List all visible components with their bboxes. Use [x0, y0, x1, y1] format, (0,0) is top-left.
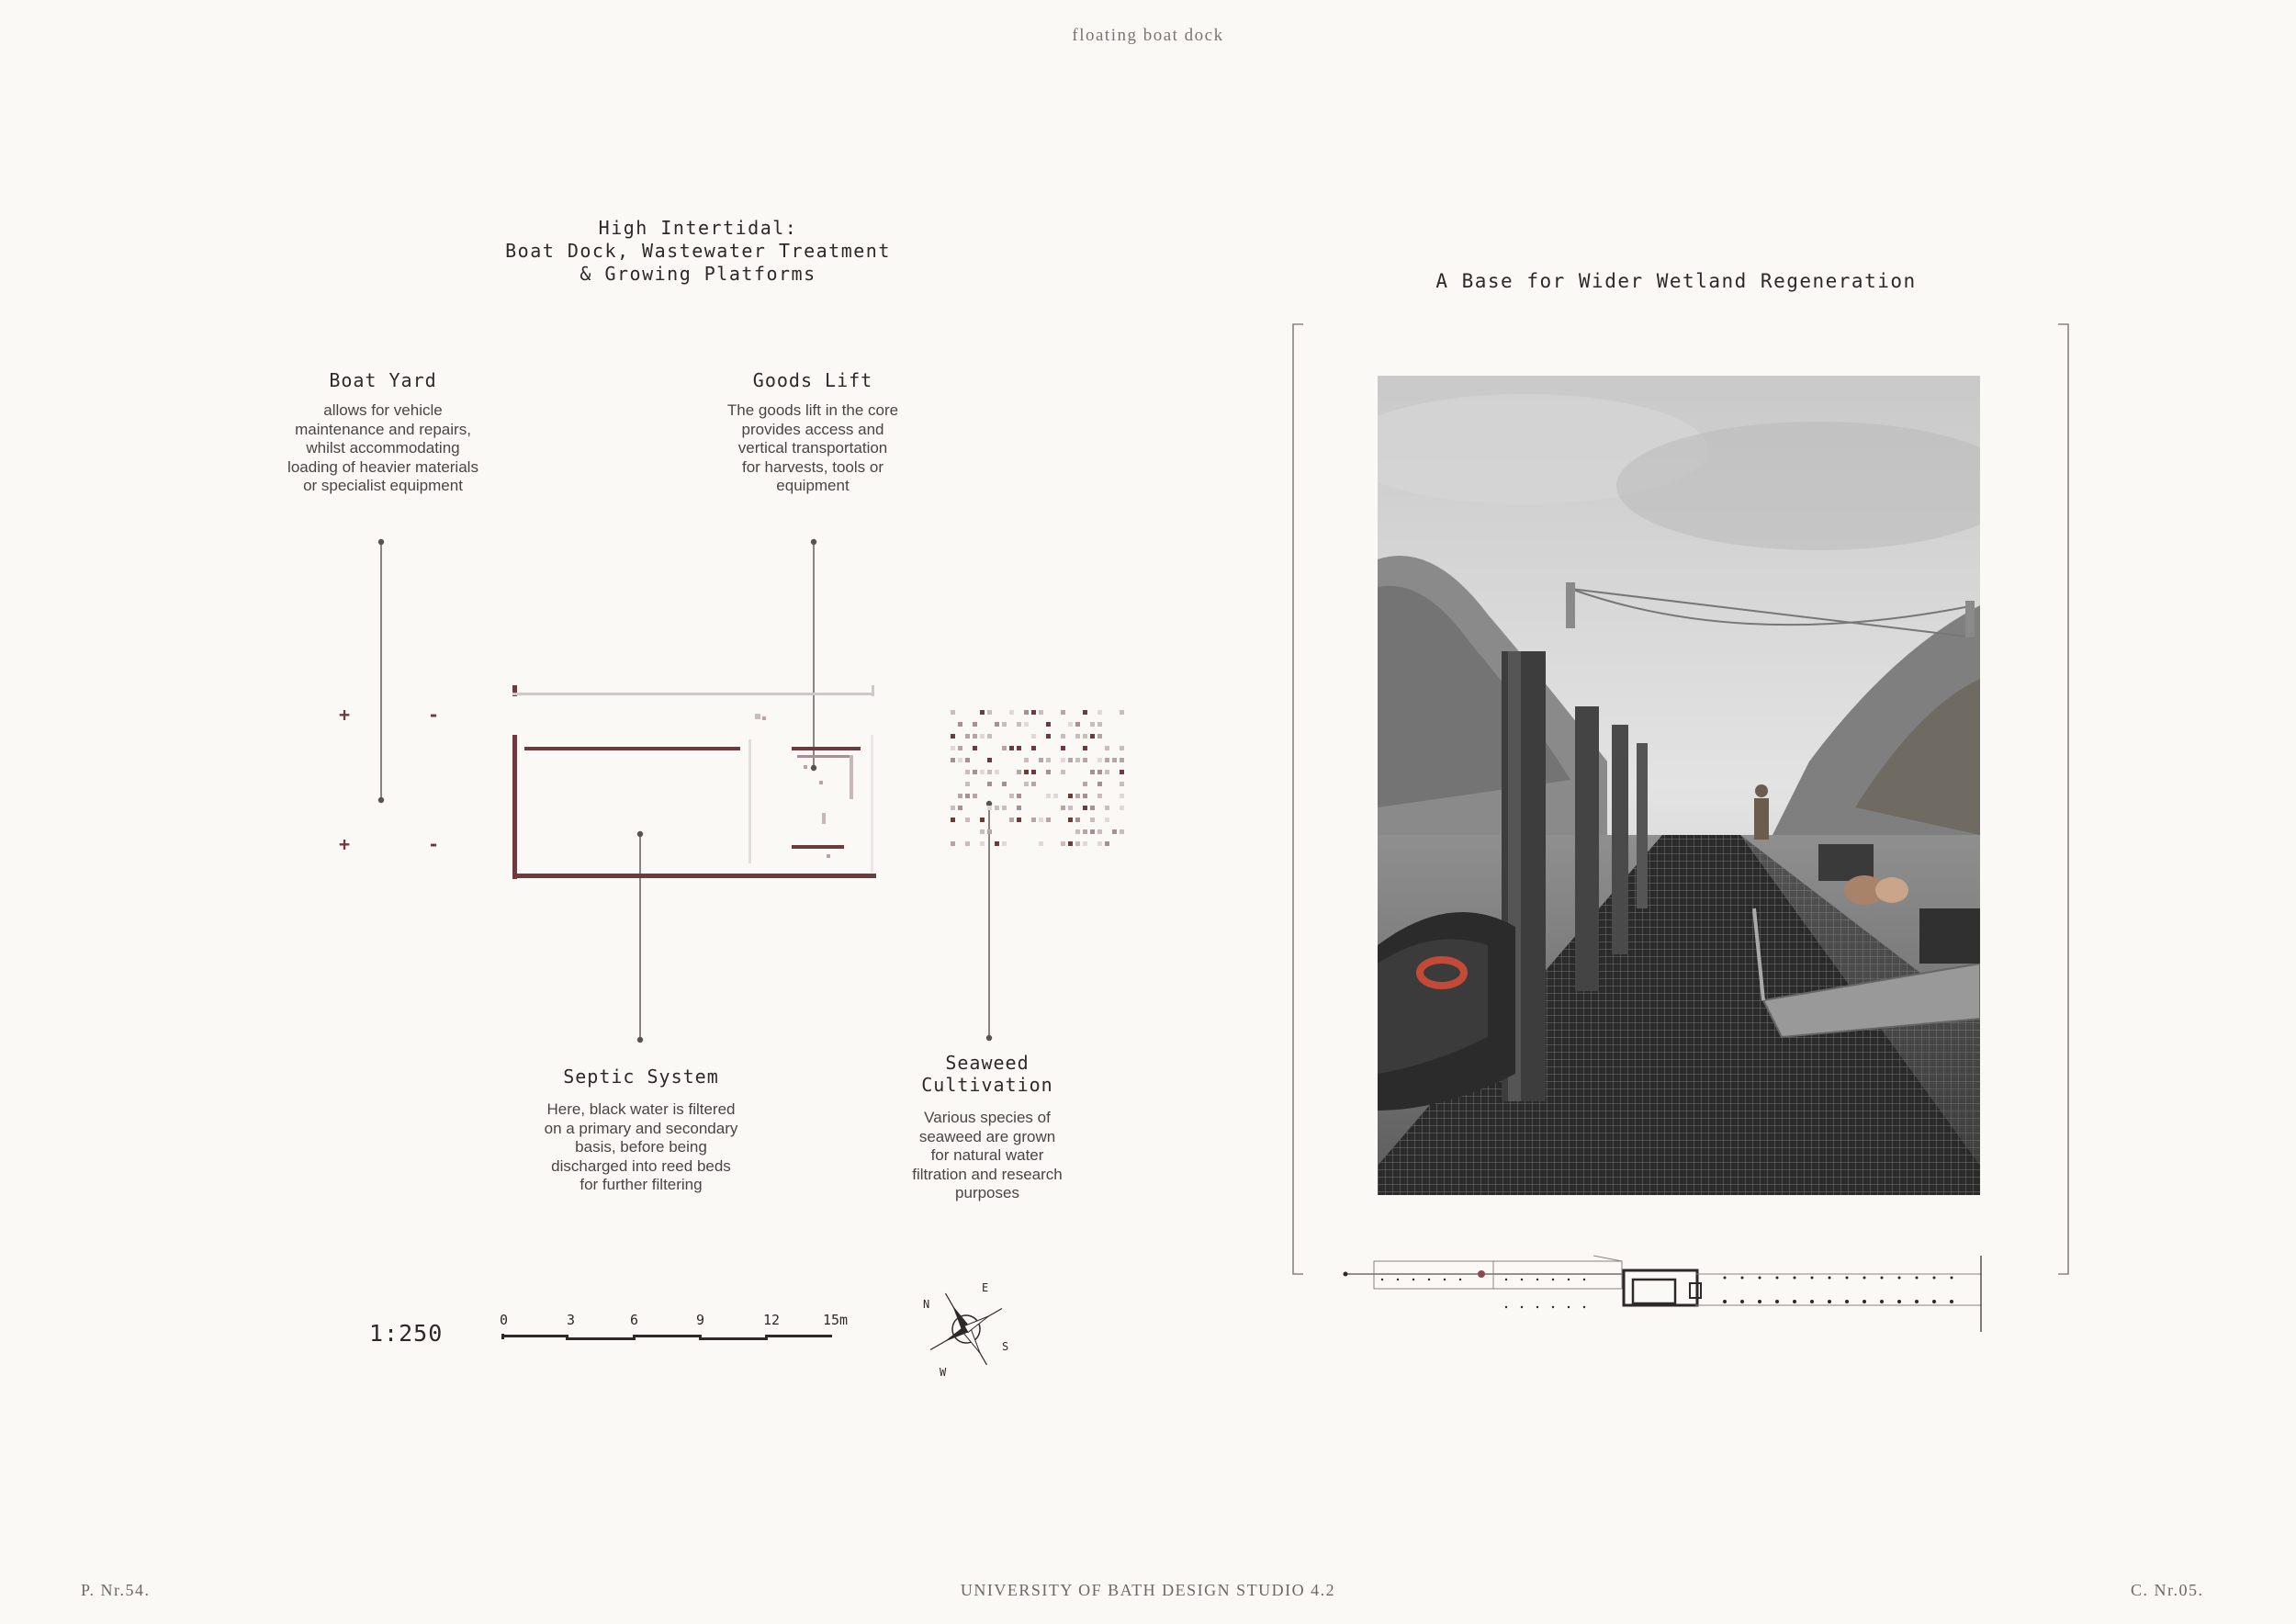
- plus-marker: +: [339, 833, 351, 855]
- strip-location-marker: [1478, 1270, 1485, 1278]
- strip-dot: [1536, 1279, 1538, 1280]
- strip-dot: [1444, 1279, 1446, 1280]
- seaweed-title-line: Cultivation: [921, 1074, 1053, 1096]
- strip-dot: [1880, 1300, 1884, 1303]
- seaweed-grid-cell: [1061, 746, 1065, 750]
- seaweed-grid-cell: [1083, 746, 1087, 750]
- leader-dot: [987, 802, 992, 806]
- septic-desc-line: basis, before being: [575, 1138, 707, 1156]
- seaweed-grid-cell: [1039, 710, 1043, 715]
- boat-yard-desc-line: or specialist equipment: [303, 477, 463, 494]
- strip-dot: [1898, 1277, 1901, 1280]
- seaweed-grid-cell: [980, 770, 985, 774]
- seaweed-grid-cell: [1017, 722, 1021, 727]
- seaweed-grid-cell: [1075, 841, 1080, 846]
- seaweed-grid-cell: [1075, 734, 1080, 739]
- septic-desc-line: discharged into reed beds: [551, 1156, 731, 1175]
- seaweed-grid-cell: [1068, 818, 1073, 822]
- strip-dot: [1740, 1300, 1744, 1303]
- seaweed-grid-cell: [1024, 782, 1029, 786]
- strip-dot: [1758, 1300, 1761, 1303]
- seaweed-grid-cell: [987, 770, 992, 774]
- seaweed-grid-cell: [980, 818, 985, 822]
- seaweed-grid-cell: [1097, 722, 1102, 727]
- strip-dot: [1459, 1279, 1461, 1280]
- seaweed-grid-cell: [1120, 829, 1124, 834]
- scale-tick-label: 12: [763, 1312, 781, 1328]
- leader-dot: [812, 540, 816, 545]
- goods-lift-desc-line: vertical transportation: [737, 439, 888, 457]
- seaweed-grid-cell: [1017, 806, 1021, 810]
- seaweed-grid-cell: [1039, 841, 1043, 846]
- seaweed-grid-cell: [995, 806, 999, 810]
- plan-boat-yard-outline: [512, 685, 874, 696]
- strip-dot: [1863, 1277, 1866, 1280]
- boat-yard-desc-line: loading of heavier materials: [287, 457, 478, 476]
- seaweed-grid-cell: [1120, 770, 1124, 774]
- strip-dot: [1583, 1279, 1585, 1280]
- seaweed-grid-cell: [1097, 829, 1102, 834]
- seaweed-grid-cell: [1090, 829, 1095, 834]
- strip-dot: [1552, 1279, 1554, 1280]
- seaweed-grid-cell: [1097, 782, 1102, 786]
- strip-dot: [1381, 1279, 1383, 1280]
- strip-dot: [1775, 1300, 1779, 1303]
- leader-dot: [987, 1036, 992, 1041]
- scale-tick-label: 3: [567, 1312, 576, 1328]
- seaweed-grid-cell: [1068, 758, 1073, 762]
- goods-lift-desc-line: for harvests, tools or: [741, 457, 884, 476]
- seaweed-grid-cell: [958, 722, 962, 727]
- strip-dot: [1829, 1277, 1831, 1280]
- section-heading-line3: & Growing Platforms: [580, 263, 816, 285]
- goods-lift-desc-line: provides access and: [741, 420, 884, 438]
- seaweed-grid-cell: [1075, 758, 1080, 762]
- strip-dot: [1811, 1277, 1814, 1280]
- leader-dot: [812, 766, 816, 771]
- seaweed-grid-cell: [951, 818, 955, 822]
- boat-yard-title: Boat Yard: [329, 369, 437, 391]
- seaweed-grid-cell: [1009, 818, 1014, 822]
- seaweed-grid-cell: [1068, 806, 1073, 810]
- seaweed-grid-cell: [965, 770, 970, 774]
- site-strip-plan: [1341, 1254, 2094, 1336]
- seaweed-grid-cell: [973, 794, 977, 798]
- strip-dot: [1552, 1306, 1554, 1308]
- seaweed-grid-cell: [1120, 782, 1124, 786]
- seaweed-grid-cell: [987, 829, 992, 834]
- seaweed-grid-cell: [1002, 806, 1007, 810]
- seaweed-grid-cell: [1083, 734, 1087, 739]
- seaweed-desc-line: seaweed are grown: [918, 1127, 1056, 1145]
- seaweed-grid-cell: [1120, 746, 1124, 750]
- seaweed-grid-cell: [1061, 734, 1065, 739]
- seaweed-grid-cell: [1112, 758, 1117, 762]
- seaweed-grid-cell: [965, 818, 970, 822]
- strip-dot: [1568, 1306, 1570, 1308]
- seaweed-grid-cell: [1002, 722, 1007, 727]
- seaweed-grid-cell: [1105, 806, 1109, 810]
- seaweed-grid-cell: [1009, 746, 1014, 750]
- seaweed-grid-cell: [1097, 710, 1102, 715]
- page-title: floating boat dock: [1072, 26, 1224, 45]
- strip-dot: [1881, 1277, 1884, 1280]
- seaweed-grid-cell: [1024, 770, 1029, 774]
- section-heading-line2: Boat Dock, Wastewater Treatment: [505, 240, 891, 262]
- dock-render-image: [1378, 376, 1980, 1195]
- strip-dot: [1932, 1300, 1936, 1303]
- seaweed-grid-cell: [1097, 794, 1102, 798]
- seaweed-grid-cell: [1090, 806, 1095, 810]
- seaweed-grid-cell: [1031, 770, 1036, 774]
- seaweed-grid-cell: [1075, 722, 1080, 727]
- east-label: E: [982, 1281, 989, 1294]
- scale-ratio: 1:250: [369, 1320, 444, 1347]
- leader-dot: [379, 798, 384, 803]
- strip-dot: [1583, 1306, 1585, 1308]
- seaweed-grid-cell: [1046, 722, 1051, 727]
- scale-tick-label: 9: [696, 1312, 705, 1328]
- seaweed-grid-cell: [1068, 841, 1073, 846]
- seaweed-grid-cell: [973, 770, 977, 774]
- seaweed-grid-cell: [995, 770, 999, 774]
- strip-dot: [1897, 1300, 1901, 1303]
- seaweed-grid-cell: [1075, 829, 1080, 834]
- goods-lift-desc-line: equipment: [776, 477, 850, 494]
- strip-dot: [1810, 1300, 1814, 1303]
- minus-marker: -: [428, 833, 440, 855]
- plan-goods-lift-core: [748, 714, 873, 873]
- seaweed-grid-cell: [1046, 794, 1051, 798]
- seaweed-grid-cell: [1120, 710, 1124, 715]
- septic-desc-line: on a primary and secondary: [544, 1119, 738, 1137]
- strip-dot: [1793, 1300, 1796, 1303]
- strip-dot: [1776, 1277, 1779, 1280]
- seaweed-grid-cell: [1053, 794, 1058, 798]
- plan-seaweed-grid: [951, 710, 1124, 846]
- seaweed-grid-cell: [1105, 746, 1109, 750]
- seaweed-grid-cell: [1031, 734, 1036, 739]
- floor-plan-drawing: [0, 0, 1194, 1102]
- seaweed-grid-cell: [1068, 794, 1073, 798]
- boat-yard-desc-line: maintenance and repairs,: [295, 420, 471, 438]
- seaweed-grid-cell: [1120, 806, 1124, 810]
- boat-yard-desc-line: whilst accommodating: [306, 439, 460, 457]
- seaweed-grid-cell: [987, 782, 992, 786]
- seaweed-grid-cell: [1039, 818, 1043, 822]
- seaweed-grid-cell: [1017, 746, 1021, 750]
- seaweed-grid-cell: [980, 710, 985, 715]
- seaweed-grid-cell: [951, 746, 955, 750]
- seaweed-grid-cell: [1046, 770, 1051, 774]
- seaweed-grid-cell: [951, 806, 955, 810]
- footer-sheet-number: C. Nr.05.: [2131, 1581, 2204, 1599]
- seaweed-grid-cell: [1083, 794, 1087, 798]
- seaweed-grid-cell: [1046, 734, 1051, 739]
- seaweed-grid-cell: [1002, 782, 1007, 786]
- seaweed-grid-cell: [987, 758, 992, 762]
- seaweed-grid-cell: [1017, 770, 1021, 774]
- seaweed-desc-line: Various species of: [924, 1109, 1051, 1126]
- seaweed-grid-cell: [980, 829, 985, 834]
- goods-lift-title: Goods Lift: [752, 369, 873, 391]
- seaweed-desc-line: for natural water: [930, 1146, 1044, 1164]
- seaweed-grid-cell: [1083, 829, 1087, 834]
- seaweed-grid-cell: [1097, 770, 1102, 774]
- strip-dot: [1536, 1306, 1538, 1308]
- seaweed-grid-cell: [1024, 710, 1029, 715]
- leader-dot: [638, 1038, 643, 1043]
- seaweed-grid-cell: [1061, 806, 1065, 810]
- seaweed-grid-cell: [1120, 794, 1124, 798]
- scale-tick-label: 0: [500, 1312, 509, 1328]
- seaweed-grid-cell: [1031, 818, 1036, 822]
- seaweed-grid-cell: [1061, 770, 1065, 774]
- scale-bar: [496, 1323, 845, 1345]
- plus-marker: +: [339, 704, 351, 726]
- scale-tick-label: 6: [630, 1312, 639, 1328]
- strip-dot: [1568, 1279, 1570, 1280]
- seaweed-grid-cell: [995, 841, 999, 846]
- seaweed-grid-cell: [965, 794, 970, 798]
- seaweed-grid-cell: [1046, 818, 1051, 822]
- seaweed-grid-cell: [973, 734, 977, 739]
- seaweed-grid-cell: [1083, 806, 1087, 810]
- minus-marker: -: [428, 704, 440, 726]
- seaweed-description: [877, 1109, 1097, 1203]
- seaweed-grid-cell: [1105, 758, 1109, 762]
- seaweed-grid-cell: [1083, 758, 1087, 762]
- strip-dot: [1915, 1300, 1919, 1303]
- seaweed-grid-cell: [1039, 758, 1043, 762]
- seaweed-grid-cell: [1097, 734, 1102, 739]
- strip-dot: [1505, 1306, 1507, 1308]
- seaweed-grid-cell: [1024, 722, 1029, 727]
- strip-dot: [1950, 1300, 1953, 1303]
- seaweed-grid-cell: [973, 722, 977, 727]
- leader-dot: [379, 540, 384, 545]
- strip-dot: [1397, 1279, 1399, 1280]
- seaweed-grid-cell: [995, 722, 999, 727]
- seaweed-grid-cell: [1112, 829, 1117, 834]
- seaweed-grid-cell: [1120, 758, 1124, 762]
- seaweed-grid-cell: [987, 734, 992, 739]
- septic-desc-line: for further filtering: [580, 1176, 703, 1193]
- seaweed-grid-cell: [987, 806, 992, 810]
- seaweed-grid-cell: [965, 758, 970, 762]
- septic-system-description: [531, 1100, 751, 1195]
- footer-page-number: P. Nr.54.: [81, 1581, 151, 1599]
- footer-studio-name: UNIVERSITY OF BATH DESIGN STUDIO 4.2: [960, 1581, 1336, 1599]
- strip-dot: [1863, 1300, 1866, 1303]
- seaweed-grid-cell: [1024, 758, 1029, 762]
- strip-dot: [1505, 1279, 1507, 1280]
- seaweed-grid-cell: [987, 710, 992, 715]
- seaweed-grid-cell: [958, 758, 962, 762]
- seaweed-grid-cell: [1009, 710, 1014, 715]
- septic-desc-line: Here, black water is filtered: [546, 1100, 736, 1118]
- boat-yard-desc-line: allows for vehicle: [323, 401, 443, 419]
- west-label: W: [940, 1366, 947, 1379]
- seaweed-grid-cell: [980, 734, 985, 739]
- strip-dot: [1428, 1279, 1430, 1280]
- strip-dot: [1412, 1279, 1414, 1280]
- leader-dot: [638, 832, 643, 837]
- seaweed-grid-cell: [951, 841, 955, 846]
- strip-dot: [1933, 1277, 1936, 1280]
- seaweed-grid-cell: [951, 758, 955, 762]
- strip-dot: [1845, 1300, 1849, 1303]
- seaweed-grid-cell: [1068, 722, 1073, 727]
- seaweed-grid-cell: [1083, 782, 1087, 786]
- seaweed-grid-cell: [951, 710, 955, 715]
- seaweed-grid-cell: [1105, 841, 1109, 846]
- seaweed-grid-cell: [1017, 818, 1021, 822]
- seaweed-grid-cell: [1090, 722, 1095, 727]
- seaweed-grid-cell: [951, 734, 955, 739]
- strip-dot: [1723, 1300, 1727, 1303]
- photo-section-title: A Base for Wider Wetland Regeneration: [1435, 270, 1917, 292]
- seaweed-grid-cell: [1075, 818, 1080, 822]
- seaweed-grid-cell: [980, 841, 985, 846]
- seaweed-grid-cell: [1061, 758, 1065, 762]
- strip-dot: [1741, 1277, 1744, 1280]
- seaweed-grid-cell: [1061, 841, 1065, 846]
- septic-system-title: Septic System: [563, 1066, 719, 1088]
- strip-dot: [1521, 1306, 1523, 1308]
- seaweed-title-line: Seaweed: [945, 1052, 1030, 1074]
- seaweed-grid-cell: [1105, 770, 1109, 774]
- seaweed-grid-cell: [1097, 841, 1102, 846]
- strip-dot: [1759, 1277, 1761, 1280]
- north-arrow-icon: [914, 1279, 1019, 1380]
- seaweed-grid-cell: [1002, 746, 1007, 750]
- section-heading-line1: High Intertidal:: [598, 217, 798, 239]
- seaweed-grid-cell: [958, 746, 962, 750]
- seaweed-grid-cell: [1009, 794, 1014, 798]
- strip-dot: [1828, 1300, 1831, 1303]
- seaweed-grid-cell: [1083, 841, 1087, 846]
- seaweed-grid-cell: [1083, 710, 1087, 715]
- strip-dot: [1794, 1277, 1796, 1280]
- strip-dot: [1521, 1279, 1523, 1280]
- seaweed-grid-cell: [1097, 758, 1102, 762]
- seaweed-grid-cell: [1031, 782, 1036, 786]
- seaweed-desc-line: filtration and research: [912, 1165, 1063, 1183]
- goods-lift-desc-line: The goods lift in the core: [726, 401, 899, 419]
- seaweed-desc-line: purposes: [955, 1184, 1019, 1201]
- seaweed-grid-cell: [1090, 818, 1095, 822]
- seaweed-grid-cell: [1046, 758, 1051, 762]
- strip-dot: [1951, 1277, 1953, 1280]
- seaweed-grid-cell: [1031, 710, 1036, 715]
- seaweed-grid-cell: [965, 841, 970, 846]
- seaweed-grid-cell: [965, 734, 970, 739]
- seaweed-grid-cell: [1090, 734, 1095, 739]
- seaweed-grid-cell: [1017, 794, 1021, 798]
- seaweed-grid-cell: [1002, 841, 1007, 846]
- seaweed-grid-cell: [973, 746, 977, 750]
- strip-dot: [1846, 1277, 1849, 1280]
- strip-dot: [1724, 1277, 1727, 1280]
- seaweed-grid-cell: [1031, 746, 1036, 750]
- seaweed-grid-cell: [1075, 794, 1080, 798]
- seaweed-grid-cell: [1090, 770, 1095, 774]
- south-label: S: [1002, 1340, 1009, 1353]
- strip-dot: [1916, 1277, 1919, 1280]
- seaweed-grid-cell: [958, 794, 962, 798]
- seaweed-grid-cell: [958, 806, 962, 810]
- north-label: N: [923, 1298, 930, 1311]
- seaweed-grid-cell: [965, 782, 970, 786]
- seaweed-grid-cell: [1105, 818, 1109, 822]
- seaweed-grid-cell: [1061, 710, 1065, 715]
- scale-tick-label: 15m: [823, 1312, 849, 1328]
